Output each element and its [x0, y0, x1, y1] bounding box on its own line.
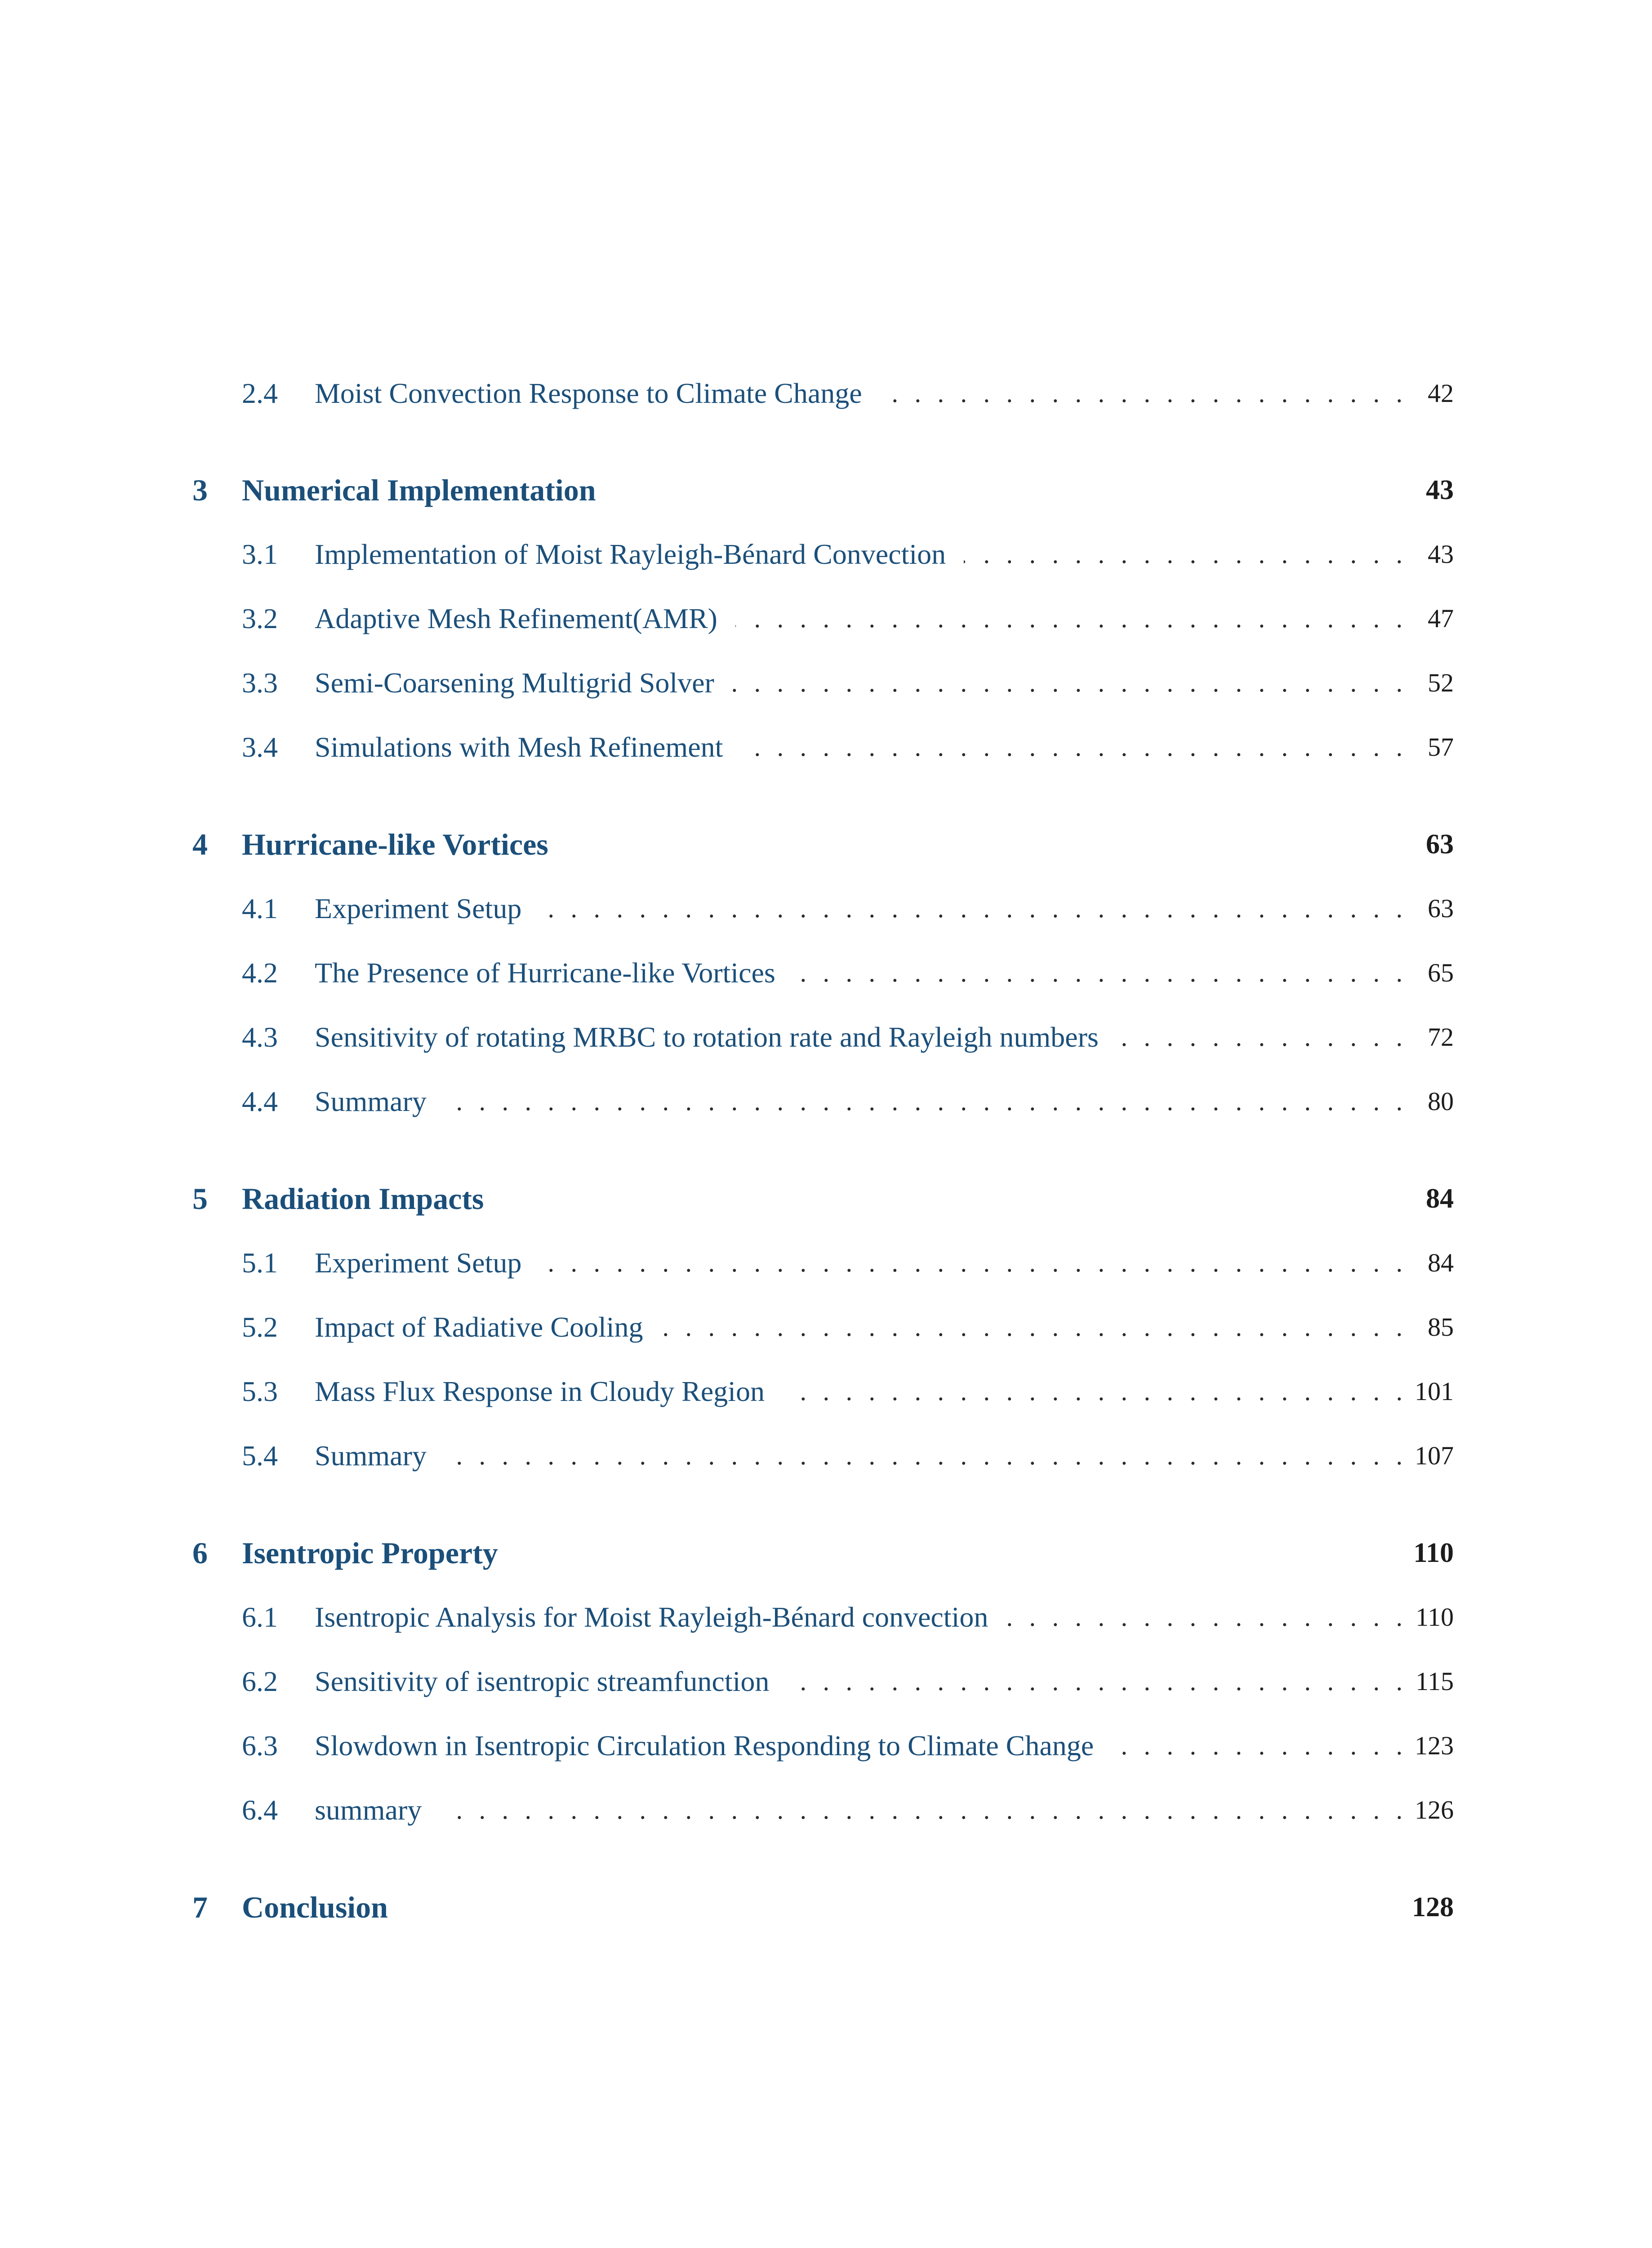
- toc-entry-3-1[interactable]: [0, 530, 1652, 579]
- toc-entry-5-2[interactable]: [0, 1302, 1652, 1352]
- section-number: 3.1: [242, 538, 278, 570]
- page-number: 42: [1428, 379, 1454, 408]
- chapter-title[interactable]: Radiation Impacts: [242, 1182, 484, 1216]
- page-number: 80: [1428, 1087, 1454, 1116]
- section-title[interactable]: Summary: [315, 1431, 445, 1481]
- section-number: 5.3: [242, 1375, 278, 1407]
- toc-entry-4-2[interactable]: [0, 948, 1652, 998]
- toc-entry-6-4[interactable]: [0, 1785, 1652, 1835]
- section-number: 3.2: [242, 602, 278, 634]
- section-number: 2.4: [242, 377, 278, 409]
- section-title[interactable]: The Presence of Hurricane-like Vortices: [315, 948, 793, 998]
- toc-chapter-4[interactable]: [0, 820, 1652, 869]
- toc-entry-6-2[interactable]: [0, 1657, 1652, 1706]
- toc-entry-3-2[interactable]: [0, 594, 1652, 643]
- toc-entry-5-3[interactable]: [0, 1367, 1652, 1416]
- page-number: 47: [1428, 604, 1454, 633]
- section-number: 6.4: [242, 1794, 278, 1826]
- chapter-title[interactable]: Conclusion: [242, 1890, 388, 1924]
- section-title[interactable]: Experiment Setup: [315, 1238, 539, 1288]
- toc-entry-3-3[interactable]: [0, 658, 1652, 708]
- page-number: 72: [1428, 1022, 1454, 1052]
- chapter-number: 4: [192, 827, 208, 861]
- toc-entry-6-1[interactable]: [0, 1592, 1652, 1642]
- page-number: 57: [1428, 732, 1454, 762]
- chapter-number: 5: [192, 1182, 208, 1216]
- section-title[interactable]: Isentropic Analysis for Moist Rayleigh-Bénard convection: [315, 1592, 1006, 1642]
- section-title[interactable]: Mass Flux Response in Cloudy Region: [315, 1367, 783, 1416]
- section-title[interactable]: summary: [315, 1785, 440, 1835]
- chapter-title[interactable]: Isentropic Property: [242, 1536, 498, 1570]
- section-title[interactable]: Slowdown in Isentropic Circulation Responding to Climate Change: [315, 1721, 1112, 1771]
- toc-chapter-6[interactable]: [0, 1528, 1652, 1578]
- page-number: 63: [1428, 894, 1454, 923]
- page-number: 128: [1412, 1892, 1454, 1922]
- page-number: 85: [1428, 1312, 1454, 1342]
- section-number: 4.1: [242, 892, 278, 924]
- page-number: 65: [1428, 958, 1454, 987]
- section-title[interactable]: Impact of Radiative Cooling: [315, 1302, 661, 1352]
- toc-entry-6-3[interactable]: [0, 1721, 1652, 1771]
- chapter-number: 7: [192, 1890, 208, 1924]
- section-title[interactable]: Sensitivity of isentropic streamfunction: [315, 1657, 787, 1706]
- toc-chapter-3[interactable]: [0, 465, 1652, 515]
- section-number: 5.4: [242, 1440, 278, 1472]
- section-number: 4.3: [242, 1021, 278, 1053]
- toc-entry-4-3[interactable]: [0, 1012, 1652, 1062]
- section-title[interactable]: Adaptive Mesh Refinement(AMR): [315, 594, 735, 643]
- page-number: 110: [1416, 1602, 1454, 1632]
- toc-entry-3-4[interactable]: [0, 723, 1652, 772]
- section-title[interactable]: Summary: [315, 1077, 445, 1126]
- page-number: 115: [1416, 1667, 1454, 1696]
- section-number: 3.3: [242, 667, 278, 699]
- section-title[interactable]: Moist Convection Response to Climate Change: [315, 369, 880, 418]
- section-number: 6.3: [242, 1730, 278, 1762]
- page-number: 84: [1426, 1183, 1454, 1214]
- section-number: 3.4: [242, 731, 278, 763]
- section-title[interactable]: Implementation of Moist Rayleigh-Bénard Convection: [315, 530, 964, 579]
- section-number: 5.1: [242, 1247, 278, 1279]
- page-number: 107: [1415, 1441, 1454, 1470]
- page-number: 123: [1415, 1731, 1454, 1760]
- page-number: 52: [1428, 668, 1454, 697]
- section-title[interactable]: Simulations with Mesh Refinement: [315, 723, 741, 772]
- section-title[interactable]: Semi-Coarsening Multigrid Solver: [315, 658, 732, 708]
- toc-chapter-7[interactable]: [0, 1882, 1652, 1932]
- page-number: 110: [1413, 1538, 1454, 1568]
- dot-leader: [315, 1431, 1403, 1481]
- section-number: 4.4: [242, 1085, 278, 1117]
- section-number: 5.2: [242, 1311, 278, 1343]
- page-number: 84: [1428, 1248, 1454, 1277]
- page-number: 63: [1426, 829, 1454, 860]
- toc-entry-2-4[interactable]: [0, 369, 1652, 418]
- page-number: 43: [1428, 540, 1454, 569]
- toc-entry-5-4[interactable]: [0, 1431, 1652, 1481]
- chapter-title[interactable]: Numerical Implementation: [242, 473, 596, 507]
- dot-leader: [315, 1077, 1403, 1126]
- page-number: 101: [1415, 1377, 1454, 1406]
- section-title[interactable]: Experiment Setup: [315, 884, 539, 933]
- section-number: 4.2: [242, 957, 278, 989]
- toc-entry-5-1[interactable]: [0, 1238, 1652, 1288]
- chapter-number: 3: [192, 473, 208, 507]
- section-number: 6.2: [242, 1665, 278, 1697]
- chapter-title[interactable]: Hurricane-like Vortices: [242, 827, 548, 861]
- toc-entry-4-4[interactable]: [0, 1077, 1652, 1126]
- toc-entry-4-1[interactable]: [0, 884, 1652, 933]
- dot-leader: [315, 1785, 1403, 1835]
- section-number: 6.1: [242, 1601, 278, 1633]
- page-number: 126: [1415, 1795, 1454, 1824]
- chapter-number: 6: [192, 1536, 208, 1570]
- toc-chapter-5[interactable]: [0, 1174, 1652, 1223]
- page-number: 43: [1426, 475, 1454, 505]
- section-title[interactable]: Sensitivity of rotating MRBC to rotation rate and Rayleigh numbers: [315, 1012, 1117, 1062]
